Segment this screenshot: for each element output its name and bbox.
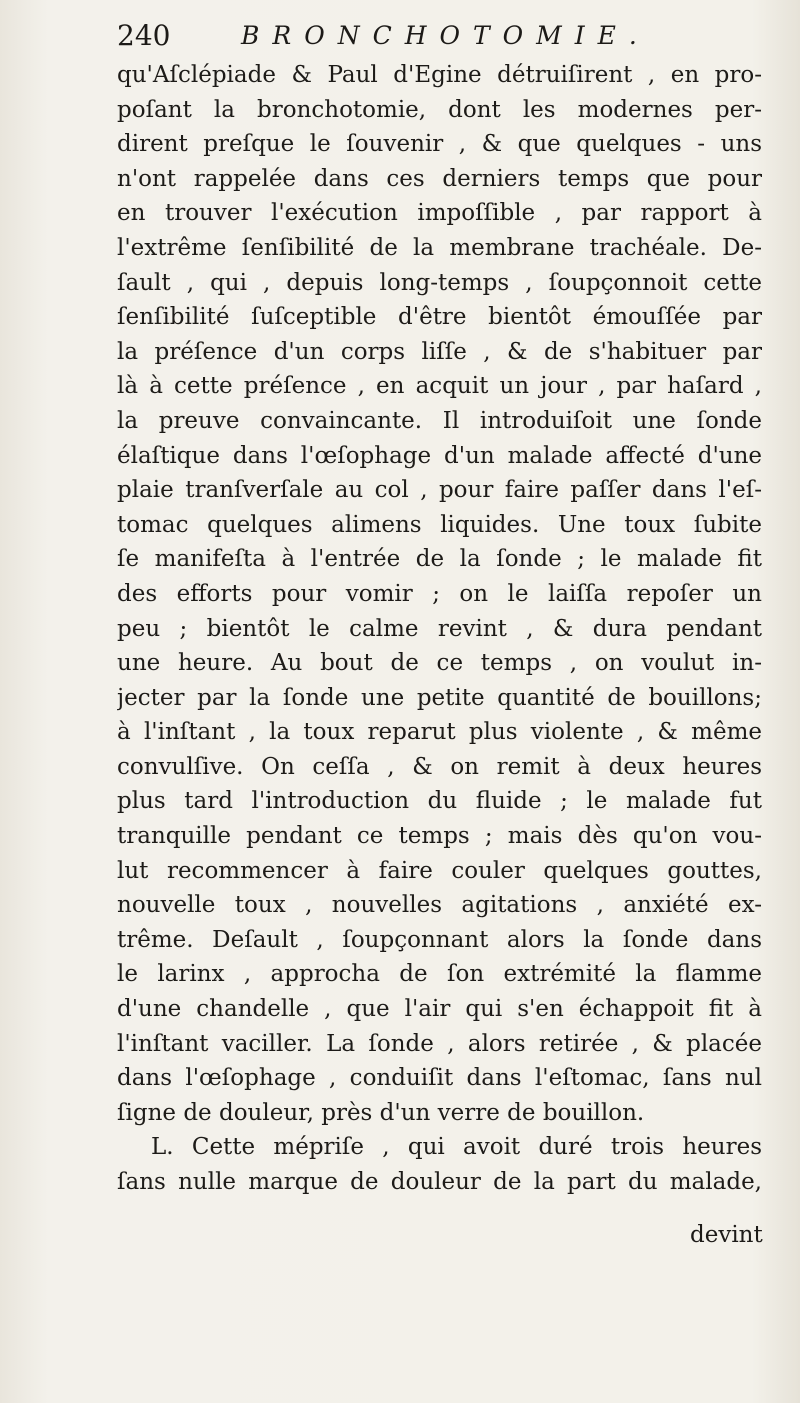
text-line: d'une chandelle , que l'air qui s'en échappoit fit à: [117, 996, 762, 1023]
text-line: nouvelle toux , nouvelles agitations , anxiété ex-: [117, 892, 762, 919]
text-line: le larinx , approcha de ſon extrémité la flamme: [117, 961, 762, 988]
text-line: une heure. Au bout de ce temps , on voulut in-: [117, 650, 762, 677]
body-text: [117, 58, 762, 1200]
text-line: ſenſibilité ſuſceptible d'être bientôt émouſſée par: [117, 304, 762, 331]
page-number: 240: [117, 19, 171, 52]
text-line: là à cette préſence , en acquit un jour , par haſard ,: [117, 373, 762, 400]
catchword: devint: [690, 1222, 763, 1248]
text-line: plaie tranſverſale au col , pour faire paſſer dans l'eſ-: [117, 477, 762, 504]
text-line: des efforts pour vomir ; on le laiſſa repoſer un: [117, 580, 762, 607]
page-header: [117, 18, 767, 54]
paragraph-1: [117, 58, 762, 1130]
text-line: poſant la bronchotomie, dont les modernes per-: [117, 96, 762, 123]
paragraph-2: [117, 1130, 762, 1199]
text-line: tomac quelques alimens liquides. Une toux ſubite: [117, 511, 762, 538]
text-line: en trouver l'exécution impoſſible , par rapport à: [117, 200, 762, 227]
text-line: convulſive. On ceſſa , & on remit à deux heures: [117, 753, 762, 780]
text-line: ſigne de douleur, près d'un verre de bouillon.: [117, 1099, 645, 1126]
text-line: ſe manifeſta à l'entrée de la ſonde ; le malade fit: [117, 546, 762, 573]
text-line: qu'Aſclépiade & Paul d'Egine détruiſirent , en pro-: [117, 62, 762, 88]
running-title: BRONCHOTOMIE.: [241, 21, 650, 50]
text-line: tranquille pendant ce temps ; mais dès qu'on vou-: [117, 823, 762, 850]
text-line: plus tard l'introduction du fluide ; le malade fut: [117, 788, 762, 815]
text-line: dirent preſque le ſouvenir , & que quelques - uns: [117, 131, 762, 158]
text-line: L. Cette mépriſe , qui avoit duré trois heures: [151, 1134, 762, 1161]
text-line: trême. Deſault , ſoupçonnant alors la ſonde dans: [117, 926, 762, 953]
text-line: n'ont rappelée dans ces derniers temps que pour: [117, 165, 762, 192]
text-line: élaſtique dans l'œſophage d'un malade affecté d'une: [117, 442, 762, 469]
text-line: la preuve convaincante. Il introduiſoit une ſonde: [117, 407, 762, 434]
text-line: l'extrême ſenſibilité de la membrane trachéale. De-: [117, 234, 762, 261]
text-line: lut recommencer à faire couler quelques gouttes,: [117, 857, 762, 884]
text-line: dans l'œſophage , conduiſit dans l'eſtomac, ſans nul: [117, 1065, 762, 1092]
text-line: ſault , qui , depuis long-temps , ſoupçonnoit cette: [117, 269, 762, 296]
text-line: la préſence d'un corps liſſe , & de s'habituer par: [117, 338, 762, 365]
text-line: ſans nulle marque de douleur de la part du malade,: [117, 1169, 762, 1195]
text-line: jecter par la ſonde une petite quantité de bouillons;: [117, 684, 762, 711]
text-line: peu ; bientôt le calme revint , & dura pendant: [117, 615, 762, 642]
text-line: à l'inſtant , la toux reparut plus violente , & même: [117, 719, 762, 746]
text-line: l'inſtant vaciller. La ſonde , alors retirée , & placée: [117, 1030, 762, 1057]
